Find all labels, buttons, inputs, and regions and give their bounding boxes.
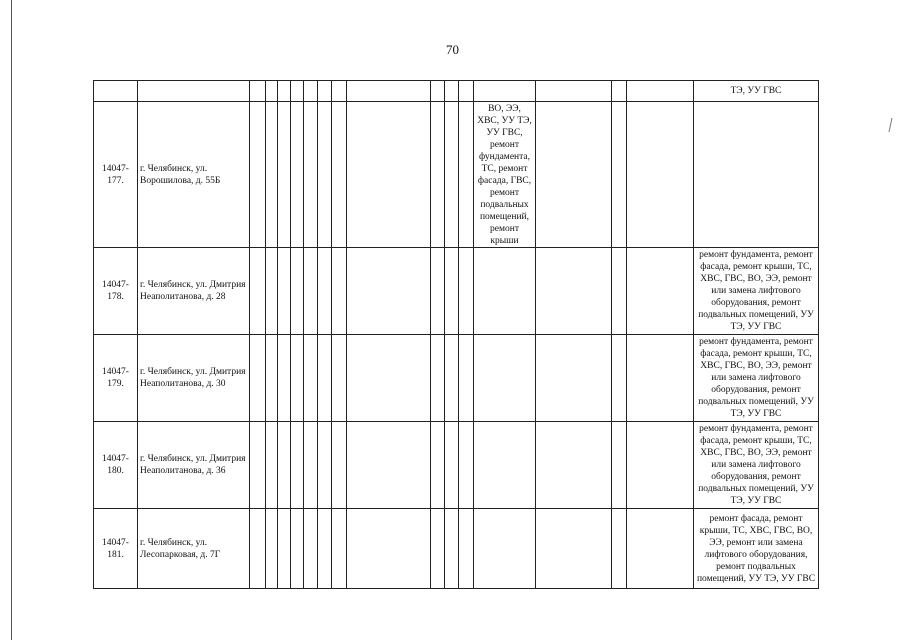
table-row: [94, 335, 819, 422]
table-cell: [304, 335, 318, 422]
row-address: г. Челябинск, ул. Лесопарковая, д. 7Г: [138, 509, 250, 589]
table-cell: [445, 248, 459, 335]
table-cell: [431, 509, 445, 589]
table-cell: [266, 248, 278, 335]
table-cell: [332, 509, 347, 589]
row-number: 14047-177.: [94, 102, 138, 248]
table-cell: [332, 248, 347, 335]
table-cell: [431, 81, 445, 102]
works-cell: [474, 335, 536, 422]
table-cell: [612, 102, 627, 248]
table-cell: [459, 335, 474, 422]
table-cell: [612, 81, 627, 102]
table-cell: [431, 422, 445, 509]
table-cell: [445, 422, 459, 509]
table-cell: [291, 248, 304, 335]
table-cell: [627, 102, 694, 248]
table-cell: [278, 509, 291, 589]
table-cell: [627, 422, 694, 509]
works-cell: [474, 248, 536, 335]
page-left-edge: [11, 0, 12, 640]
row-address: г. Челябинск, ул. Дмитрия Неаполитанова, д. 28: [138, 248, 250, 335]
table-cell: [318, 102, 332, 248]
table-cell: [250, 335, 266, 422]
table-cell: [459, 422, 474, 509]
table-cell: [291, 102, 304, 248]
row-number: 14047-181.: [94, 509, 138, 589]
table-cell: [318, 335, 332, 422]
table-cell: [459, 102, 474, 248]
works-cell: ВО, ЭЭ, ХВС, УУ ТЭ, УУ ГВС, ремонт фундамента, ТС, ремонт фасада, ГВС, ремонт подвальных помещений, ремонт крыши: [474, 102, 536, 248]
table-cell: [445, 509, 459, 589]
table-cell: [347, 509, 431, 589]
table-cell: [278, 102, 291, 248]
table-cell: [304, 509, 318, 589]
table-row: [94, 248, 819, 335]
row-address: г. Челябинск, ул. Дмитрия Неаполитанова, д. 36: [138, 422, 250, 509]
table-cell: [278, 81, 291, 102]
table-row: [94, 422, 819, 509]
table-cell: [291, 81, 304, 102]
table-cell: [332, 102, 347, 248]
table-cell: [94, 81, 138, 102]
table-cell: [266, 102, 278, 248]
table-cell: [431, 102, 445, 248]
table-cell: [431, 248, 445, 335]
table-cell: [536, 509, 612, 589]
table-cell: [332, 422, 347, 509]
works-cell: ремонт фундамента, ремонт фасада, ремонт крыши, ТС, ХВС, ГВС, ВО, ЭЭ, ремонт или замена лифтового оборудования, ремонт подвальных помещений, УУ ТЭ, УУ ГВС: [694, 335, 819, 422]
table-cell: [459, 509, 474, 589]
table-cell: [627, 248, 694, 335]
page-number: 70: [446, 42, 459, 57]
table-cell: [536, 248, 612, 335]
scan-mark: [889, 118, 899, 132]
table-cell: [627, 81, 694, 102]
table-cell: [304, 102, 318, 248]
row-address: г. Челябинск, ул. Дмитрия Неаполитанова, д. 30: [138, 335, 250, 422]
works-cell: ремонт фундамента, ремонт фасада, ремонт крыши, ТС, ХВС, ГВС, ВО, ЭЭ, ремонт или замена лифтового оборудования, ремонт подвальных помещений, УУ ТЭ, УУ ГВС: [694, 422, 819, 509]
row-address: г. Челябинск, ул. Ворошилова, д. 55Б: [138, 102, 250, 248]
table-cell: [536, 335, 612, 422]
table-cell: [266, 509, 278, 589]
table-cell: [250, 81, 266, 102]
works-table: [93, 80, 819, 589]
table-cell: [445, 335, 459, 422]
table-cell: [536, 81, 612, 102]
table-cell: [347, 422, 431, 509]
table-cell: [474, 81, 536, 102]
table-cell: [459, 248, 474, 335]
table-cell: [291, 509, 304, 589]
table-cell: [347, 335, 431, 422]
table-cell: [612, 248, 627, 335]
table-cell: [266, 422, 278, 509]
table-cell: [318, 248, 332, 335]
table-cell: [332, 335, 347, 422]
table-cell: [347, 81, 431, 102]
table-cell: [138, 81, 250, 102]
table-cell: [250, 248, 266, 335]
works-cell: [694, 102, 819, 248]
works-cell: [474, 422, 536, 509]
table-cell: [445, 102, 459, 248]
works-cell: [474, 509, 536, 589]
table-cell: [278, 248, 291, 335]
table-cell: [627, 509, 694, 589]
table-cell: [318, 509, 332, 589]
table-cell: [612, 509, 627, 589]
table-cell: [266, 81, 278, 102]
table-cell: [536, 422, 612, 509]
table-row: [94, 509, 819, 589]
works-cell: ТЭ, УУ ГВС: [694, 81, 819, 102]
table-cell: [291, 422, 304, 509]
table-cell: [304, 248, 318, 335]
table-cell: [266, 335, 278, 422]
table-cell: [347, 248, 431, 335]
table-cell: [318, 81, 332, 102]
row-number: 14047-178.: [94, 248, 138, 335]
table-cell: [278, 335, 291, 422]
table-cell: [459, 81, 474, 102]
table-cell: [250, 509, 266, 589]
table-cell: [445, 81, 459, 102]
table-cell: [627, 335, 694, 422]
table-cell: [291, 335, 304, 422]
table-cell: [431, 335, 445, 422]
table-cell: [250, 422, 266, 509]
table-row: [94, 102, 819, 248]
table-cell: [612, 422, 627, 509]
row-number: 14047-179.: [94, 335, 138, 422]
table-cell: [318, 422, 332, 509]
table-cell: [612, 335, 627, 422]
table-cell: [536, 102, 612, 248]
works-cell: ремонт фундамента, ремонт фасада, ремонт крыши, ТС, ХВС, ГВС, ВО, ЭЭ, ремонт или замена лифтового оборудования, ремонт подвальных помещений, УУ ТЭ, УУ ГВС: [694, 248, 819, 335]
row-number: 14047-180.: [94, 422, 138, 509]
table-cell: [347, 102, 431, 248]
table-row: [94, 81, 819, 102]
table-cell: [250, 102, 266, 248]
table-cell: [278, 422, 291, 509]
table-cell: [304, 422, 318, 509]
table-cell: [304, 81, 318, 102]
table-cell: [332, 81, 347, 102]
works-cell: ремонт фасада, ремонт крыши, ТС, ХВС, ГВС, ВО, ЭЭ, ремонт или замена лифтового оборудования, ремонт подвальных помещений, УУ ТЭ, УУ ГВС: [694, 509, 819, 589]
